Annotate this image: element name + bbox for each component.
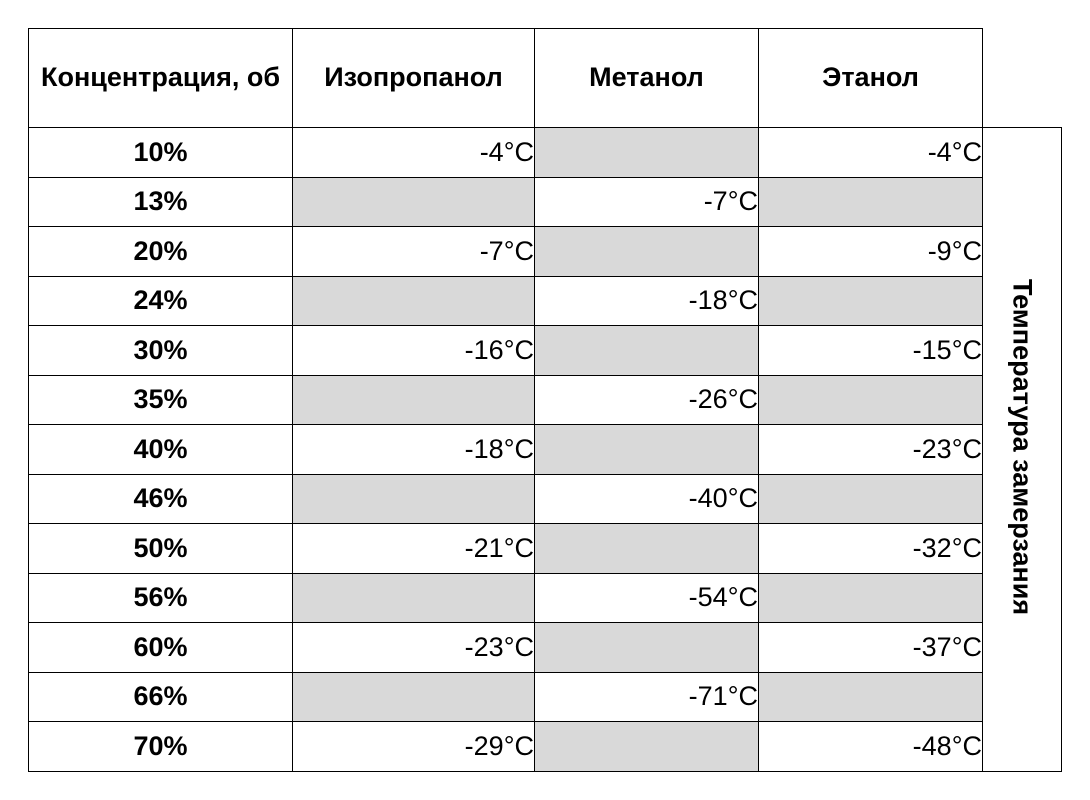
concentration-cell: 30% — [29, 326, 293, 376]
ethanol-cell — [759, 375, 983, 425]
table-row — [29, 128, 1062, 178]
concentration-cell: 50% — [29, 524, 293, 574]
isopropanol-cell — [293, 375, 535, 425]
concentration-cell: 70% — [29, 722, 293, 772]
table-row — [29, 722, 1062, 772]
freezing-temperature-label-cell — [983, 128, 1062, 772]
table-row — [29, 326, 1062, 376]
concentration-cell: 46% — [29, 474, 293, 524]
ethanol-cell: -9°C — [759, 227, 983, 277]
table-header-row — [29, 29, 1062, 128]
methanol-cell — [535, 623, 759, 673]
freezing-temperature-label: Температура замерзания — [1007, 278, 1038, 615]
ethanol-cell — [759, 276, 983, 326]
table-row — [29, 524, 1062, 574]
isopropanol-cell: -21°C — [293, 524, 535, 574]
ethanol-cell: -32°C — [759, 524, 983, 574]
ethanol-cell — [759, 573, 983, 623]
table-row — [29, 227, 1062, 277]
ethanol-cell — [759, 474, 983, 524]
methanol-cell: -26°C — [535, 375, 759, 425]
methanol-cell — [535, 227, 759, 277]
freezing-point-table — [28, 28, 1062, 772]
table-body — [29, 128, 1062, 772]
concentration-cell: 24% — [29, 276, 293, 326]
methanol-cell: -54°C — [535, 573, 759, 623]
methanol-cell — [535, 326, 759, 376]
table-row — [29, 474, 1062, 524]
isopropanol-cell: -23°C — [293, 623, 535, 673]
methanol-cell — [535, 722, 759, 772]
table-row — [29, 672, 1062, 722]
table-row — [29, 375, 1062, 425]
isopropanol-cell: -7°C — [293, 227, 535, 277]
methanol-cell — [535, 128, 759, 178]
methanol-cell: -71°C — [535, 672, 759, 722]
isopropanol-cell — [293, 276, 535, 326]
ethanol-cell: -37°C — [759, 623, 983, 673]
isopropanol-cell — [293, 474, 535, 524]
concentration-cell: 10% — [29, 128, 293, 178]
isopropanol-cell: -4°C — [293, 128, 535, 178]
ethanol-cell: -48°C — [759, 722, 983, 772]
table-row — [29, 177, 1062, 227]
methanol-cell: -7°C — [535, 177, 759, 227]
concentration-cell: 40% — [29, 425, 293, 475]
methanol-cell — [535, 425, 759, 475]
header-methanol: Метанол — [535, 29, 759, 128]
concentration-cell: 66% — [29, 672, 293, 722]
table-row — [29, 276, 1062, 326]
isopropanol-cell — [293, 573, 535, 623]
concentration-cell: 35% — [29, 375, 293, 425]
concentration-cell: 20% — [29, 227, 293, 277]
isopropanol-cell — [293, 672, 535, 722]
table-row — [29, 573, 1062, 623]
methanol-cell: -18°C — [535, 276, 759, 326]
concentration-cell: 56% — [29, 573, 293, 623]
isopropanol-cell: -18°C — [293, 425, 535, 475]
isopropanol-cell: -16°C — [293, 326, 535, 376]
table-row — [29, 623, 1062, 673]
header-concentration: Концентрация, об — [29, 29, 293, 128]
header-corner-empty — [983, 29, 1062, 128]
concentration-cell: 60% — [29, 623, 293, 673]
methanol-cell — [535, 524, 759, 574]
freeze-table-container — [28, 28, 1062, 772]
isopropanol-cell — [293, 177, 535, 227]
concentration-cell: 13% — [29, 177, 293, 227]
methanol-cell: -40°C — [535, 474, 759, 524]
ethanol-cell: -15°C — [759, 326, 983, 376]
header-ethanol: Этанол — [759, 29, 983, 128]
ethanol-cell — [759, 177, 983, 227]
ethanol-cell: -4°C — [759, 128, 983, 178]
table-row — [29, 425, 1062, 475]
isopropanol-cell: -29°C — [293, 722, 535, 772]
ethanol-cell: -23°C — [759, 425, 983, 475]
ethanol-cell — [759, 672, 983, 722]
header-isopropanol: Изопропанол — [293, 29, 535, 128]
